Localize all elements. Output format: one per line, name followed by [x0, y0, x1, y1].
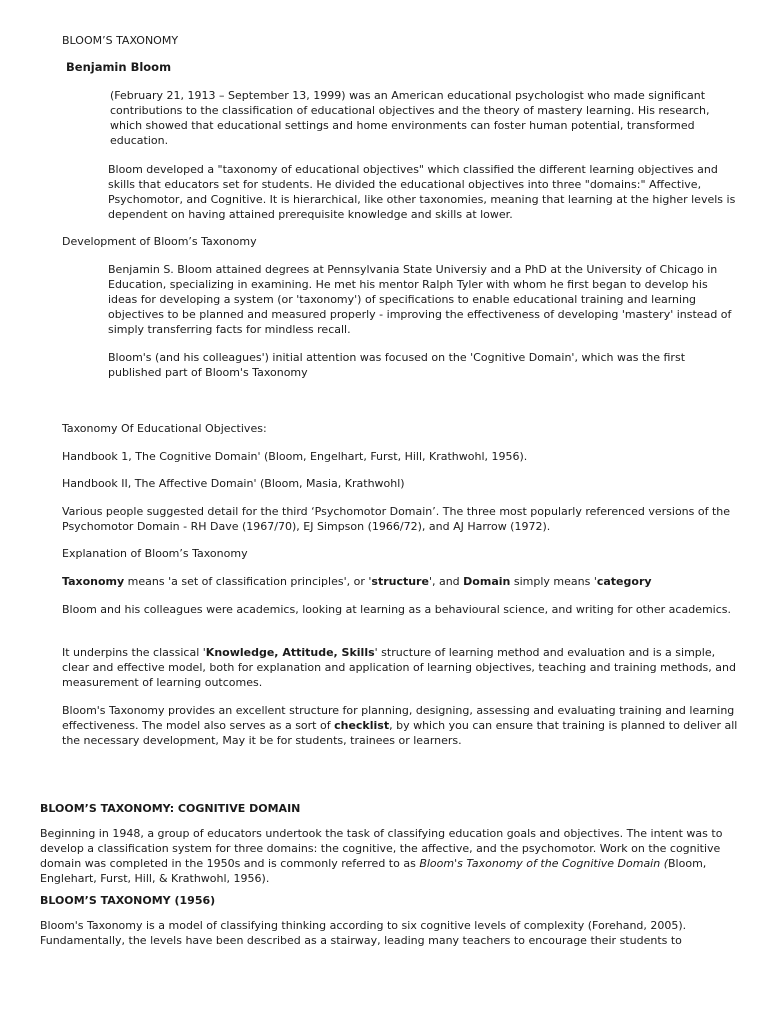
kas-paragraph: It underpins the classical 'Knowledge, Attitude, Skills' structure of learning method and evaluation and is a simple, clear and effective model, both for explanation and application of learning objectives, teaching and training methods, and measurement of learning outcomes.: [62, 646, 736, 689]
checklist-paragraph: Bloom's Taxonomy provides an excellent structure for planning, designing, assessing and evaluating training and learning effectiveness. The model also serves as a sort of checklist, by which you can ensure that training is planned to deliver all the necessary development, May it be for students, trainees or learners.: [62, 704, 738, 747]
cognitive-domain-heading: BLOOM’S TAXONOMY: COGNITIVE DOMAIN: [40, 802, 301, 815]
cognitive-paragraph: Beginning in 1948, a group of educators undertook the task of classifying education goals and objectives. The intent was to develop a classification system for three domains: the cognitive, the affective, and the psychomotor. Work on the cognitive domain was completed in the 1950s and is commonly referred to as Bloom's Taxonomy of the Cognitive Domain (Bloom, Englehart, Furst, Hill, & Krathwohl, 1956).: [40, 827, 723, 885]
bio-paragraph: (February 21, 1913 – September 13, 1999) was an American educational psychologist who made significant contributions to the classification of educational objectives and the theory of mastery learning. His research, which showed that educational settings and home environments can foster human potential, transformed education.: [110, 89, 710, 147]
development-heading: Development of Bloom’s Taxonomy: [62, 235, 257, 248]
academics-paragraph: Bloom and his colleagues were academics, looking at learning as a behavioural science, and writing for other academics.: [62, 603, 731, 616]
cognitive-title-italic: Bloom's Taxonomy of the Cognitive Domain (: [419, 857, 668, 870]
term-domain: Domain: [463, 575, 511, 588]
checklist-term: checklist: [334, 719, 390, 732]
author-heading: Benjamin Bloom: [66, 60, 172, 74]
handbook-1: Handbook 1, The Cognitive Domain' (Bloom, Engelhart, Furst, Hill, Krathwohl, 1956).: [62, 450, 528, 463]
objectives-heading: Taxonomy Of Educational Objectives:: [62, 422, 267, 435]
kas-term: Knowledge, Attitude, Skills: [205, 646, 375, 659]
psychomotor-paragraph: Various people suggested detail for the third ‘Psychomotor Domain’. The three most popularly referenced versions of the Psychomotor Domain - RH Dave (1967/70), EJ Simpson (1966/72), and AJ Harrow (1972).: [62, 505, 731, 533]
degrees-paragraph: Benjamin S. Bloom attained degrees at Pennsylvania State Universiy and a PhD at the University of Chicago in Education, specializing in examining. He met his mentor Ralph Tyler with whom he first began to develop his ideas for developing a system (or 'taxonomy') of specifications to enable educational training and learning objectives to be planned and measured properly - improving the effectiveness of developing 'mastery' instead of simply transferring facts for mindless recall.: [108, 263, 732, 336]
handbook-2: Handbook II, The Affective Domain' (Bloom, Masia, Krathwohl): [62, 477, 405, 490]
document-title: BLOOM’S TAXONOMY: [62, 34, 179, 47]
definition-paragraph: Taxonomy means 'a set of classification principles', or 'structure', and Domain simply means 'category: [62, 575, 652, 588]
term-category: category: [596, 575, 652, 588]
domains-paragraph: Bloom developed a "taxonomy of educational objectives" which classified the different learning objectives and skills that educators set for students. He divided the educational objectives into three "domains:" Affective, Psychomotor, and Cognitive. It is hierarchical, like other taxonomies, meaning that learning at the higher levels is dependent on having attained prerequisite knowledge and skills at lower.: [108, 163, 736, 221]
term-taxonomy: Taxonomy: [62, 575, 125, 588]
taxonomy-1956-heading: BLOOM’S TAXONOMY (1956): [40, 894, 216, 907]
attention-paragraph: Bloom's (and his colleagues') initial attention was focused on the 'Cognitive Domain', which was the first published part of Bloom's Taxonomy: [108, 351, 686, 379]
term-structure: structure: [371, 575, 429, 588]
stairway-paragraph: Bloom's Taxonomy is a model of classifying thinking according to six cognitive levels of complexity (Forehand, 2005). Fundamentally, the levels have been described as a stairway, leading many teachers to encourage their students to: [40, 919, 687, 947]
explanation-heading: Explanation of Bloom’s Taxonomy: [62, 547, 248, 560]
